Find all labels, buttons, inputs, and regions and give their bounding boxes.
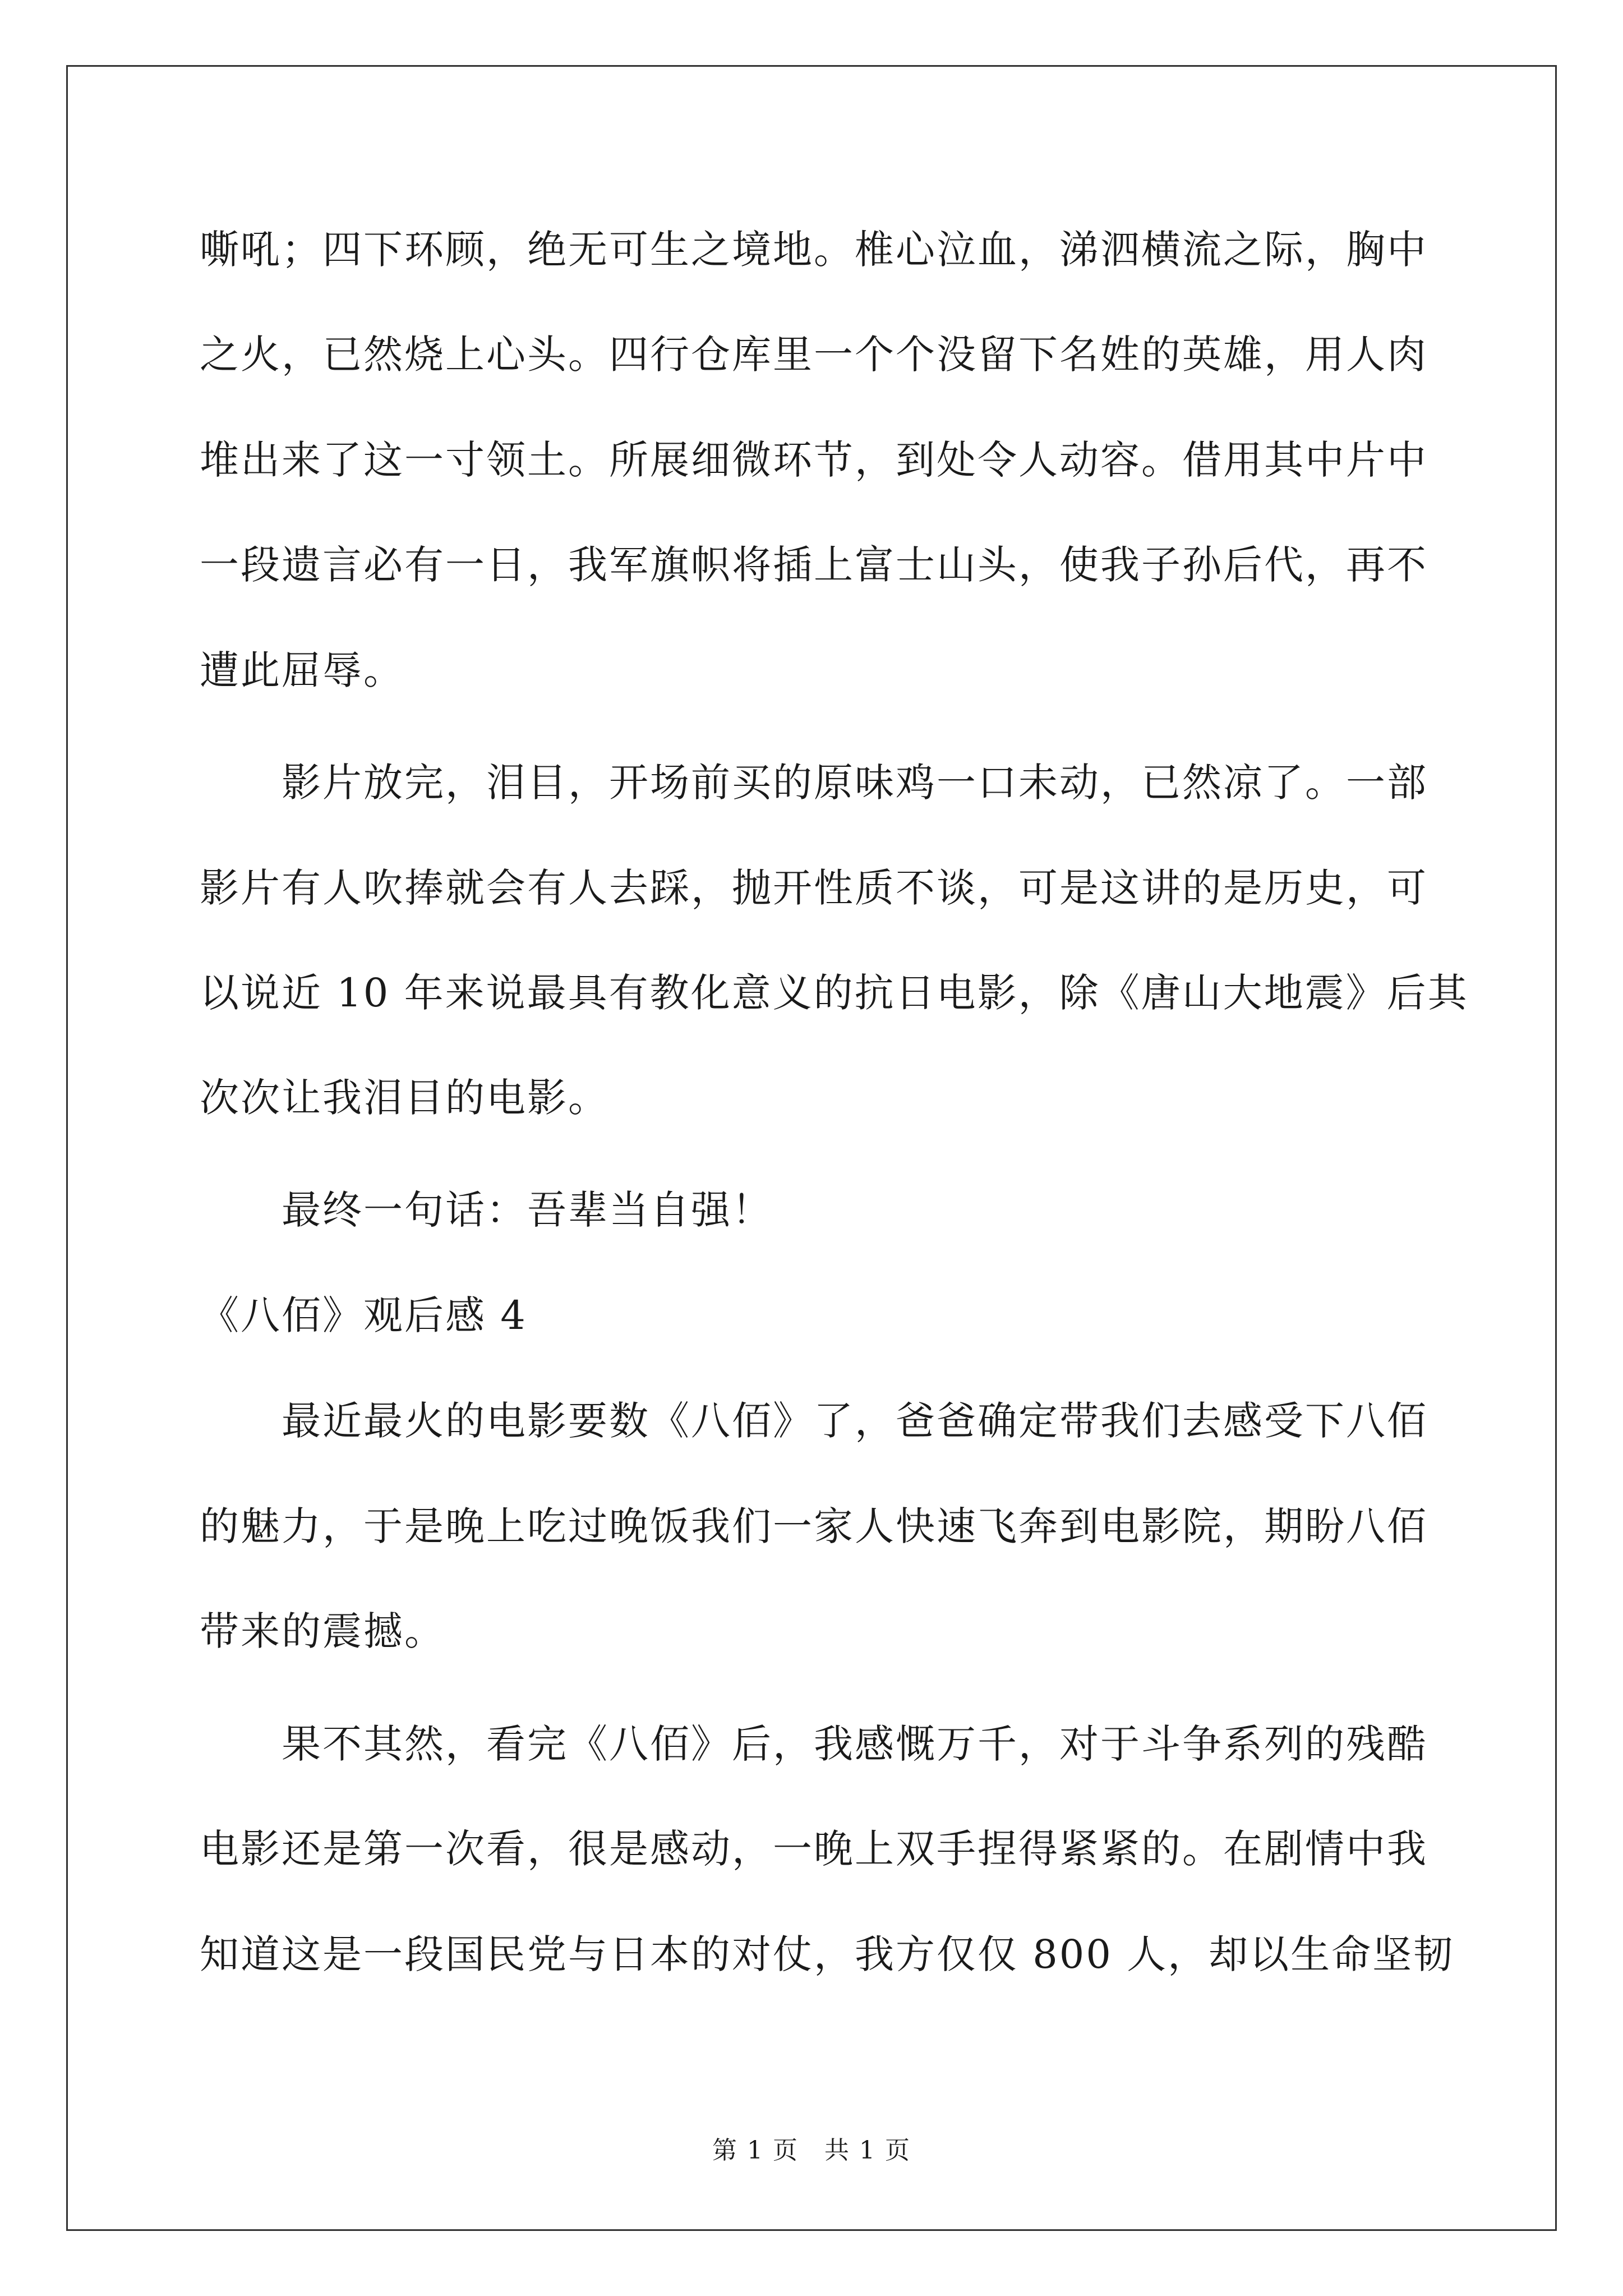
text-line: 带来的震撼。: [200, 1608, 445, 1654]
text-line: 电影还是第一次看，很是感动，一晚上双手捏得紧紧的。在剧情中我: [200, 1826, 1428, 1872]
text-line: 的魅力，于是晚上吃过晚饭我们一家人快速飞奔到电影院，期盼八佰: [200, 1503, 1428, 1549]
section-heading: 《八佰》观后感 4: [200, 1292, 527, 1338]
text-line: 嘶吼；四下环顾，绝无可生之境地。椎心泣血，涕泗横流之际，胸中: [200, 227, 1428, 273]
text-line: 堆出来了这一寸领土。所展细微环节，到处令人动容。借用其中片中: [200, 437, 1428, 483]
text-line: 次次让我泪目的电影。: [200, 1075, 609, 1121]
text-line: 知道这是一段国民党与日本的对仗，我方仅仅 800 人，却以生命坚韧: [200, 1931, 1455, 1977]
paragraph-start: 果不其然，看完《八佰》后，我感慨万千，对于斗争系列的残酷: [200, 1721, 1428, 1767]
text-line: 遭此屈辱。: [200, 647, 404, 693]
text-line: 影片有人吹捧就会有人去踩，抛开性质不谈，可是这讲的是历史，可: [200, 865, 1428, 911]
text-line: 之火，已然烧上心头。四行仓库里一个个没留下名姓的英雄，用人肉: [200, 332, 1428, 378]
paragraph-start: 影片放完，泪目，开场前买的原味鸡一口未动，已然凉了。一部: [200, 760, 1428, 806]
page-border: [66, 65, 1557, 2231]
page-number-footer: 第 1 页 共 1 页: [712, 2136, 911, 2165]
paragraph-start: 最终一句话：吾辈当自强！: [200, 1187, 773, 1233]
paragraph-start: 最近最火的电影要数《八佰》了，爸爸确定带我们去感受下八佰: [200, 1398, 1428, 1444]
text-line: 一段遗言必有一日，我军旗帜将插上富士山头，使我子孙后代，再不: [200, 542, 1428, 588]
text-line: 以说近 10 年来说最具有教化意义的抗日电影，除《唐山大地震》后其: [200, 970, 1469, 1016]
